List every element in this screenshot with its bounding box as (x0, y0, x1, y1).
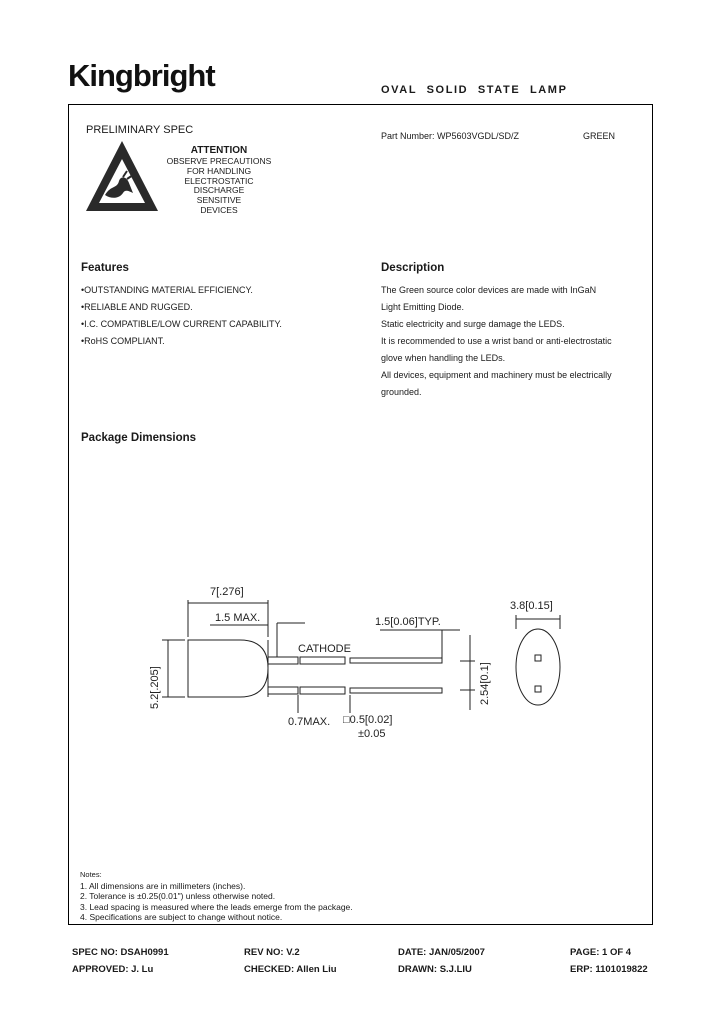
attention-line: OBSERVE PRECAUTIONS (166, 156, 272, 166)
document-title: OVAL SOLID STATE LAMP (381, 84, 568, 96)
notes-block (80, 870, 353, 923)
notes-title: Notes: (80, 870, 102, 879)
page-number: PAGE: 1 OF 4 (570, 947, 632, 958)
note-item: 4. Specifications are subject to change without notice. (80, 912, 283, 922)
lead-top-far (350, 658, 442, 663)
lead-top-kink (300, 657, 345, 664)
cathode-label: CATHODE (298, 643, 351, 655)
list-item: •RELIABLE AND RUGGED. (81, 302, 193, 312)
lead-end-square-top (535, 655, 541, 661)
dim-pitch: 2.54[0.1] (479, 662, 491, 705)
description-text (381, 282, 641, 401)
description-line: grounded. (381, 387, 422, 397)
emitting-color: GREEN (583, 131, 616, 141)
note-item: 1. All dimensions are in millimeters (inches). (80, 880, 246, 891)
description-line: It is recommended to use a wrist band or anti-electrostatic (381, 336, 612, 346)
dim-lead-tolerance: ±0.05 (358, 728, 386, 740)
brand-logo: Kingbright (68, 58, 215, 93)
description-heading: Description (381, 262, 445, 274)
list-item: •OUTSTANDING MATERIAL EFFICIENCY. (81, 285, 253, 295)
dim-lead-square: □0.5[0.02] (343, 714, 393, 726)
dim-side-width: 3.8[0.15] (510, 600, 553, 612)
dim-typ-length: 1.5[0.06]TYP. (375, 616, 441, 628)
description-line: Static electricity and surge damage the LEDS. (381, 319, 565, 329)
features-list (81, 282, 282, 350)
checked-by: CHECKED: Allen Liu (244, 964, 337, 975)
note-item: 2. Tolerance is ±0.25(0.01") unless otherwise noted. (80, 891, 276, 901)
lead-end-square-bottom (535, 686, 541, 692)
dim-height: 5.2[.205] (149, 666, 161, 709)
part-number: Part Number: WP5603VGDL/SD/Z (381, 131, 520, 141)
approved-by: APPROVED: J. Lu (72, 964, 154, 975)
description-line: The Green source color devices are made with InGaN (381, 285, 597, 295)
attention-title: ATTENTION (190, 145, 248, 156)
led-body-outline (188, 640, 268, 697)
description-line: Light Emitting Diode. (381, 302, 465, 312)
erp-number: ERP: 1101019822 (570, 964, 648, 975)
led-end-view (516, 629, 560, 705)
attention-line: DEVICES (200, 204, 238, 215)
description-line: All devices, equipment and machinery must be electrically (381, 370, 612, 380)
lead-bottom-near (268, 687, 298, 694)
attention-line: DISCHARGE (193, 185, 245, 196)
document-date: DATE: JAN/05/2007 (398, 947, 485, 958)
dim-lead-max: 0.7MAX. (288, 716, 331, 728)
esd-warning-icon (83, 137, 161, 215)
dim-max-length: 1.5 MAX. (215, 612, 261, 624)
spec-frame (68, 104, 653, 925)
drawn-by: DRAWN: S.J.LIU (398, 964, 472, 975)
attention-line: FOR HANDLING (186, 165, 252, 176)
features-heading: Features (81, 262, 129, 274)
lead-bottom-far (350, 688, 442, 693)
note-item: 3. Lead spacing is measured where the leads emerge from the package. (80, 901, 353, 912)
attention-line: ELECTROSTATIC (184, 175, 254, 186)
spec-number: SPEC NO: DSAH0991 (72, 947, 169, 958)
list-item: •RoHS COMPLIANT. (81, 336, 165, 346)
dim-overall-width: 7[.276] (210, 586, 244, 598)
lead-bottom-kink (300, 687, 345, 694)
package-dimensions-heading: Package Dimensions (81, 432, 197, 444)
lead-top-near (268, 657, 298, 664)
list-item: •I.C. COMPATIBLE/LOW CURRENT CAPABILITY. (81, 319, 282, 329)
attention-notice (164, 145, 274, 216)
attention-line: SENSITIVE (196, 195, 242, 206)
description-line: glove when handling the LEDs. (381, 353, 506, 363)
revision-number: REV NO: V.2 (244, 947, 300, 958)
package-drawing (140, 575, 580, 775)
preliminary-spec-label: PRELIMINARY SPEC (86, 124, 194, 136)
